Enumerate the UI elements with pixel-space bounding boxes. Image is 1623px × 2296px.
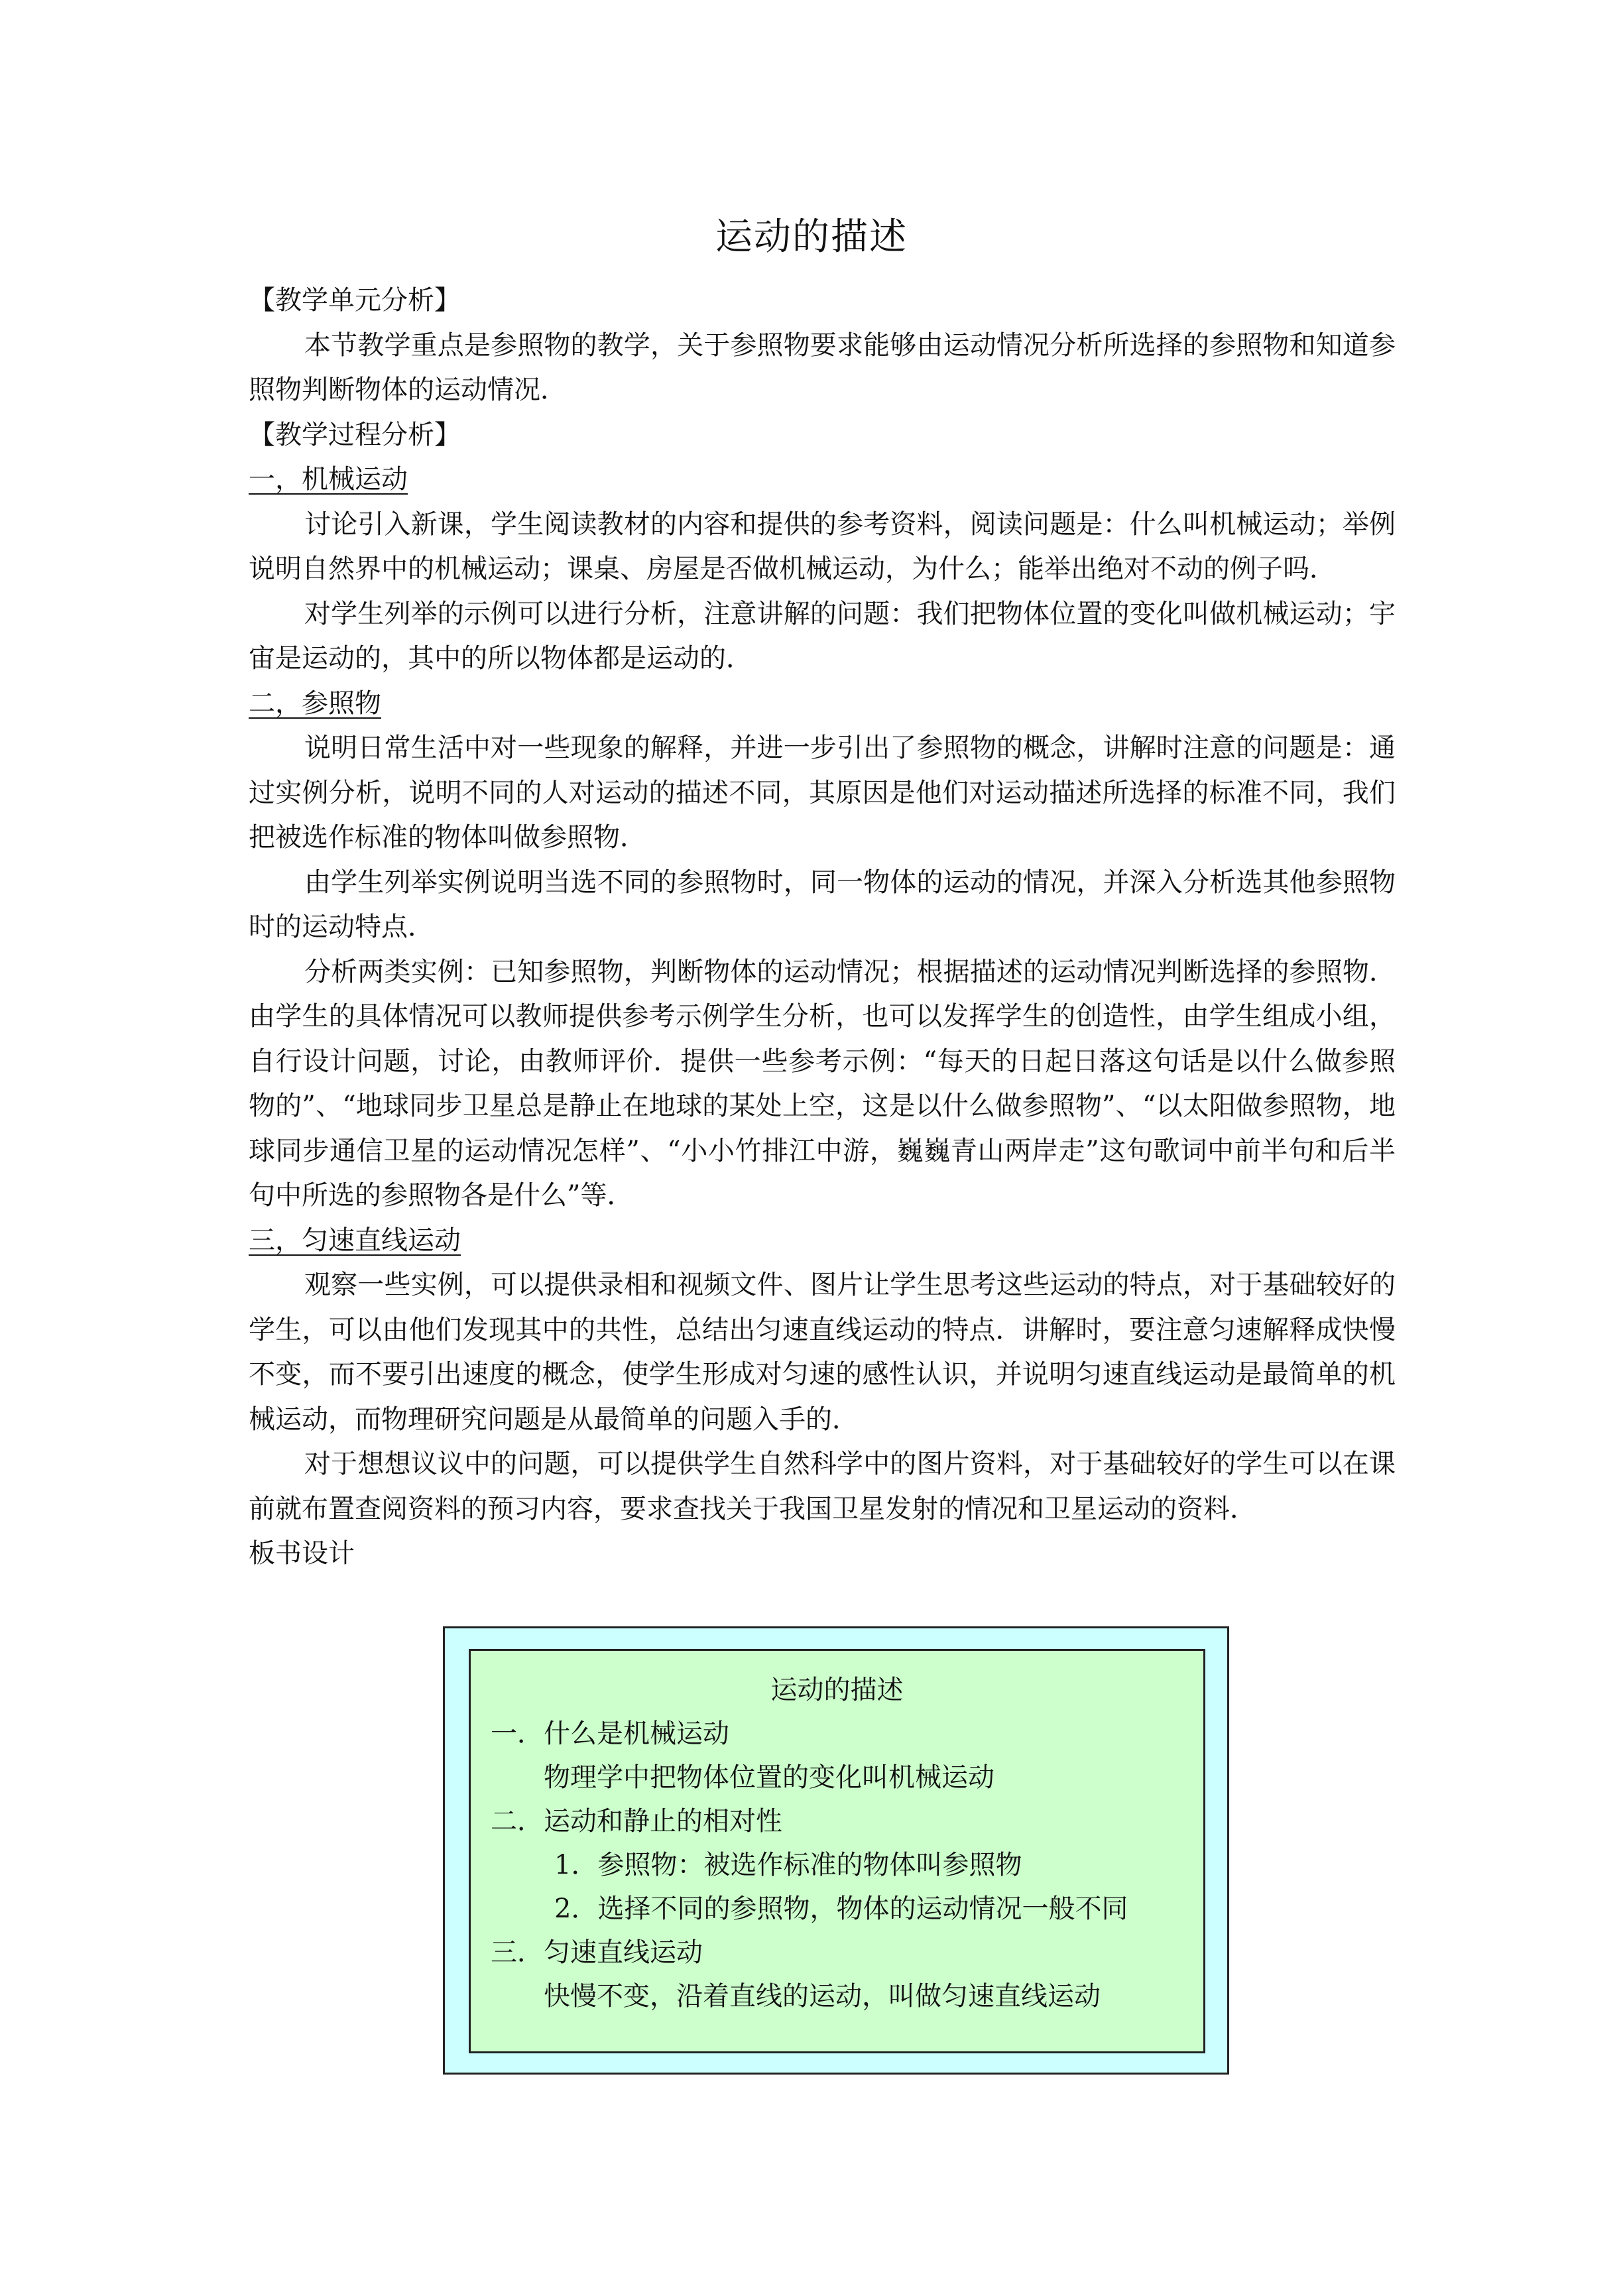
- board-line-5: 2．选择不同的参照物，物体的运动情况一般不同: [554, 1894, 1128, 1924]
- blackboard-frame: [443, 1626, 1229, 2075]
- board-line-2: 物理学中把物体位置的变化叫机械运动: [544, 1762, 994, 1793]
- part1-heading-text: 一，机械运动: [249, 464, 408, 495]
- process-analysis-heading: 【教学过程分析】: [249, 419, 461, 450]
- part1-paragraph-1: 讨论引入新课，学生阅读教材的内容和提供的参考资料，阅读问题是：什么叫机械运动；举例说明自然界中的机械运动；课桌、房屋是否做机械运动，为什么；能举出绝对不动的例子吗．: [249, 509, 1396, 584]
- part3-paragraph-1: 观察一些实例，可以提供录相和视频文件、图片让学生思考这些运动的特点，对于基础较好的学生，可以由他们发现其中的共性，总结出匀速直线运动的特点．讲解时，要注意匀速解释成快慢不变，而不要引出速度的概念，使学生形成对匀速的感性认识，并说明匀速直线运动是最简单的机械运动，而物理研究问题是从最简单的问题入手的．: [249, 1270, 1396, 1435]
- document-body: [249, 278, 1396, 1577]
- part3-heading-text: 三，匀速直线运动: [249, 1225, 461, 1256]
- part1-paragraph-2: 对学生列举的示例可以进行分析，注意讲解的问题：我们把物体位置的变化叫做机械运动；宇宙是运动的，其中的所以物体都是运动的．: [249, 598, 1396, 674]
- unit-analysis-paragraph: 本节教学重点是参照物的教学，关于参照物要求能够由运动情况分析所选择的参照物和知道参照物判断物体的运动情况．: [249, 330, 1396, 405]
- board-design-label: 板书设计: [249, 1538, 355, 1569]
- board-line-3: 二．运动和静止的相对性: [491, 1806, 782, 1837]
- board-title: 运动的描述: [770, 1675, 904, 1705]
- board-line-7: 快慢不变，沿着直线的运动，叫做匀速直线运动: [544, 1981, 1101, 2012]
- page-title: 运动的描述: [715, 215, 908, 259]
- part1-heading: [249, 457, 1396, 503]
- board-line-1: 一．什么是机械运动: [491, 1719, 729, 1749]
- board-line-6: 三．匀速直线运动: [491, 1937, 703, 1968]
- board-line-4: 1．参照物：被选作标准的物体叫参照物: [554, 1850, 1022, 1880]
- part2-paragraph-3: 分析两类实例：已知参照物，判断物体的运动情况；根据描述的运动情况判断选择的参照物．由学生的具体情况可以教师提供参考示例学生分析，也可以发挥学生的创造性，由学生组成小组，自行设计问题，讨论，由教师评价．提供一些参考示例：“每天的日起日落这句话是以什么做参照物的”、“地球同步卫星总是静止在地球的某处上空，这是以什么做参照物”、“以太阳做参照物，地球同步通信卫星的运动情况怎样”、“小小竹排江中游，巍巍青山两岸走”这句歌词中前半句和后半句中所选的参照物各是什么”等．: [249, 956, 1396, 1211]
- blackboard-panel: [469, 1649, 1205, 2053]
- part2-paragraph-2: 由学生列举实例说明当选不同的参照物时，同一物体的运动的情况，并深入分析选其他参照物时的运动特点．: [249, 867, 1396, 942]
- part2-heading-text: 二，参照物: [249, 688, 381, 719]
- part3-paragraph-2: 对于想想议议中的问题，可以提供学生自然科学中的图片资料，对于基础较好的学生可以在课前就布置查阅资料的预习内容，要求查找关于我国卫星发射的情况和卫星运动的资料．: [249, 1449, 1396, 1524]
- unit-analysis-heading: 【教学单元分析】: [249, 285, 461, 316]
- part2-paragraph-1: 说明日常生活中对一些现象的解释，并进一步引出了参照物的概念，讲解时注意的问题是：通过实例分析，说明不同的人对运动的描述不同，其原因是他们对运动描述所选择的标准不同，我们把被选作标准的物体叫做参照物．: [249, 733, 1396, 853]
- part2-heading: [249, 682, 1396, 727]
- part3-heading: [249, 1219, 1396, 1264]
